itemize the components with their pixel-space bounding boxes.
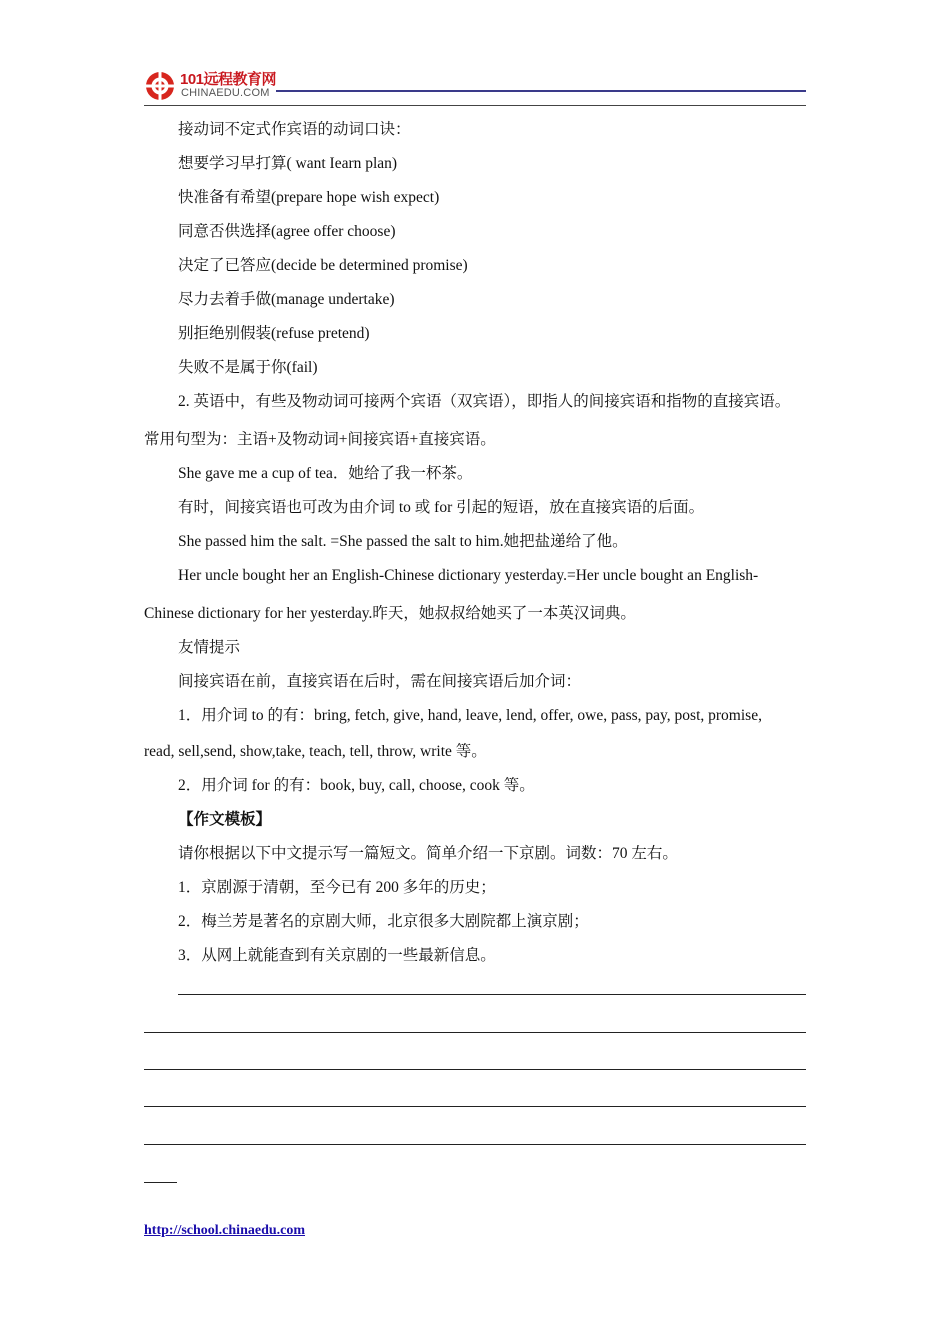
- text-line: 间接宾语在前，直接宾语在后时，需在间接宾语后加介词：: [178, 673, 582, 690]
- text-line: 决定了已答应(decide be determined promise): [178, 257, 468, 274]
- text-line: 接动词不定式作宾语的动词口诀：: [178, 121, 411, 138]
- writing-blank-line: [144, 1144, 806, 1145]
- text-line: She gave me a cup of tea．她给了我一杯茶。: [178, 465, 473, 482]
- header-rule-bottom: [144, 105, 806, 106]
- writing-blank-line: [178, 994, 806, 995]
- text-line: Her uncle bought her an English-Chinese dictionary yesterday.=Her uncle bought an English-: [178, 567, 759, 584]
- writing-blank-line: [144, 1106, 806, 1107]
- text-line: 1．京剧源于清朝，至今已有 200 多年的历史；: [178, 879, 496, 896]
- logo-english-text: CHINAEDU.COM: [181, 87, 270, 99]
- text-line: Chinese dictionary for her yesterday.昨天，她叔叔给她买了一本英汉词典。: [144, 605, 636, 622]
- footer-link[interactable]: http://school.chinaedu.com: [144, 1223, 306, 1238]
- text-line: 2．用介词 for 的有：book, buy, call, choose, cook 等。: [178, 777, 535, 794]
- text-line: 快准备有希望(prepare hope wish expect): [178, 189, 440, 206]
- text-line: 有时，间接宾语也可改为由介词 to 或 for 引起的短语，放在直接宾语的后面。: [178, 499, 705, 516]
- text-line: 友情提示: [178, 639, 241, 656]
- text-line: 同意否供选择(agree offer choose): [178, 223, 396, 240]
- text-line: 想要学习早打算( want Iearn plan): [178, 155, 398, 172]
- page-header: [144, 68, 806, 108]
- text-line: 常用句型为：主语+及物动词+间接宾语+直接宾语。: [144, 431, 496, 448]
- writing-blank-line: [144, 1069, 806, 1070]
- writing-blank-line: [144, 1032, 806, 1033]
- writing-blank-line: [144, 1182, 177, 1183]
- header-rule-top: [276, 90, 806, 92]
- text-line: 别拒绝别假装(refuse pretend): [178, 325, 370, 342]
- text-line: She passed him the salt. =She passed the salt to him.她把盐递给了他。: [178, 533, 628, 550]
- text-line: 2．梅兰芳是著名的京剧大师，北京很多大剧院都上演京剧；: [178, 913, 589, 930]
- text-line: 尽力去着手做(manage undertake): [178, 291, 395, 308]
- logo-chinese-text: 101远程教育网: [180, 71, 277, 88]
- text-line: 3．从网上就能查到有关京剧的一些最新信息。: [178, 947, 496, 964]
- text-line: 失败不是属于你(fail): [178, 359, 318, 376]
- text-line: read, sell,send, show,take, teach, tell, throw, write 等。: [144, 743, 487, 760]
- chinaedu-logo-icon: [144, 70, 176, 102]
- text-line: 1．用介词 to 的有：bring, fetch, give, hand, leave, lend, offer, owe, pass, pay, post, promise,: [178, 707, 762, 724]
- text-line: 请你根据以下中文提示写一篇短文。简单介绍一下京剧。词数：70 左右。: [178, 845, 678, 862]
- section-heading: 【作文模板】: [178, 811, 272, 828]
- text-line: 2. 英语中，有些及物动词可接两个宾语（双宾语），即指人的间接宾语和指物的直接宾语。: [178, 393, 791, 410]
